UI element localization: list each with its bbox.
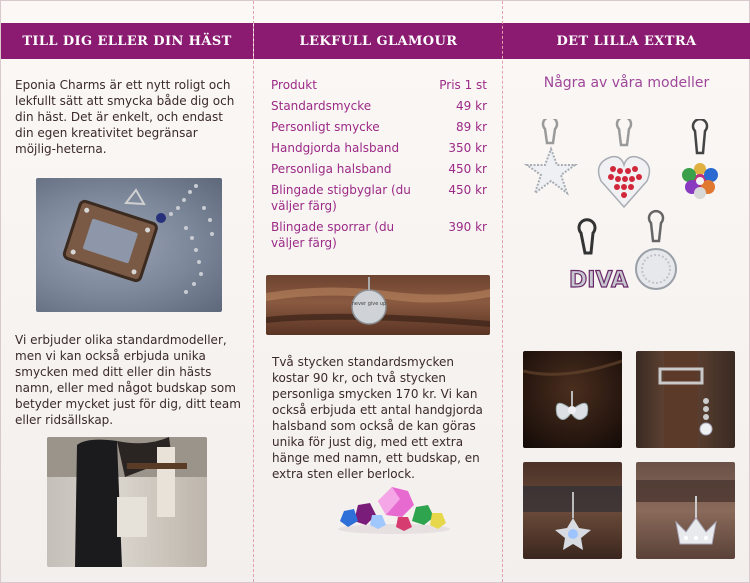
price-list-header (271, 77, 487, 93)
panel-1-body-text: Vi erbjuder olika standardmodeller, men vi kan också erbjuda unika smycken med ditt eller din hästs namn, eller med något budskap som betyder mycket just för dig, ditt team eller ridsällskap. (15, 333, 241, 427)
charm-plate-photo (36, 178, 222, 312)
panel-3-subtitle: Några av våra modeller (543, 75, 710, 91)
panel-1-title: TILL DIG ELLER DIN HÄST (1, 23, 253, 59)
riding-boot-image (47, 437, 207, 567)
price-row-price: 350 kr (448, 141, 487, 155)
saddle-tag-image (266, 275, 490, 335)
gemstones-image (334, 483, 454, 535)
bow-charm-image (523, 351, 622, 448)
panel-1-intro-text: Eponia Charms är ett nytt roligt och lekfullt sätt att smycka både dig och din häst. Det är enkelt, och endast din egen kreativitet begränsar möjlig-heterna. (15, 78, 235, 156)
buckle-charm-image (636, 351, 735, 448)
tag-engraving: never give up (351, 301, 387, 307)
charm-plate-image (36, 178, 222, 312)
diva-charm-text: DIVA (569, 268, 629, 293)
price-header-price: Pris 1 st (439, 78, 487, 92)
panel-till-dig (1, 1, 253, 582)
price-row (271, 219, 487, 251)
price-row-name: Handgjorda halsband (271, 141, 400, 155)
flower-charm-icon (682, 119, 718, 199)
price-row-price: 390 kr (448, 220, 487, 234)
crown-charm-photo (636, 462, 735, 559)
crown-charm-image (636, 462, 735, 559)
price-row (271, 182, 487, 214)
price-row (271, 119, 487, 135)
price-row-name: Blingade sporrar (du väljer färg) (271, 220, 395, 250)
bow-charm-photo (523, 351, 622, 448)
price-row-name: Personliga halsband (271, 162, 392, 176)
saddle-tag-photo (266, 275, 490, 335)
panel-lekfull-glamour (253, 1, 503, 582)
heart-charm-icon (599, 119, 650, 207)
panel-2-title: LEKFULL GLAMOUR (254, 23, 503, 59)
buckle-charm-photo (636, 351, 735, 448)
price-list (271, 77, 487, 256)
panel-det-lilla-extra (502, 1, 750, 582)
price-row-name: Blingade stigbyglar (du väljer färg) (271, 183, 411, 213)
riding-boot-photo (47, 437, 207, 567)
price-row-name: Standardsmycke (271, 99, 372, 113)
price-row-price: 49 kr (456, 99, 487, 113)
price-row-price: 450 kr (448, 183, 487, 197)
price-row (271, 140, 487, 156)
price-row-price: 450 kr (448, 162, 487, 176)
panel-2-body-text: Två stycken standardsmycken kostar 90 kr, och två stycken personliga smycken 170 kr. Vi kan också erbjuda ett antal handgjorda halsband som också de kan göras unika för just dig, med ett extra hänge med namn, ett budskap, en extra sten eller berlock. (272, 355, 483, 481)
price-row-name: Personligt smycke (271, 120, 380, 134)
price-header-product: Produkt (271, 78, 317, 92)
charm-models-image (521, 119, 735, 309)
star-charm-icon (527, 119, 575, 193)
price-row (271, 161, 487, 177)
price-row (271, 98, 487, 114)
panel-3-title: DET LILLA EXTRA (503, 23, 750, 59)
diva-charm-icon (569, 220, 628, 293)
price-row-price: 89 kr (456, 120, 487, 134)
flower-pendant-photo (523, 462, 622, 559)
flower-pendant-image (523, 462, 622, 559)
disc-charm-icon (636, 211, 676, 289)
